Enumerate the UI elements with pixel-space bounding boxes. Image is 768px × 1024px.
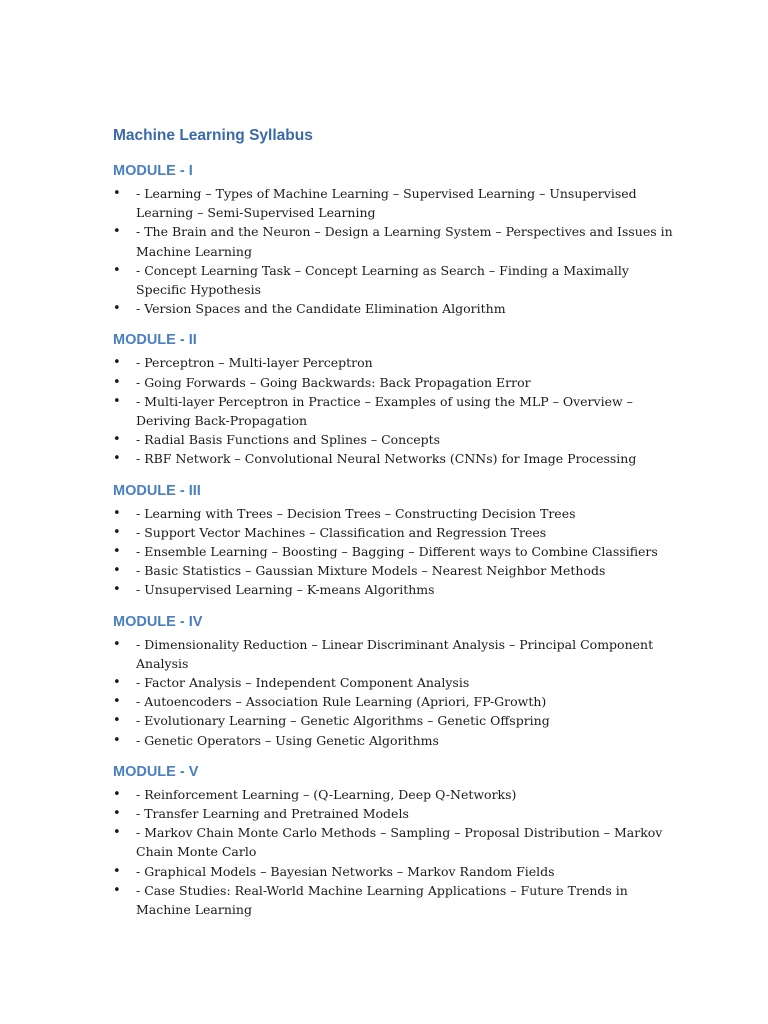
module-heading: MODULE - II — [113, 332, 197, 349]
topic-text: - Version Spaces and the Candidate Elimination Algorithm — [136, 301, 506, 317]
bullet-icon: • — [113, 393, 121, 409]
bullet-icon: • — [113, 863, 121, 879]
bullet-icon: • — [113, 636, 121, 652]
topic-text: - Learning with Trees – Decision Trees – Constructing Decision Trees — [136, 505, 576, 521]
bullet-icon: • — [113, 882, 121, 898]
topic-text: - Support Vector Machines – Classification and Regression Trees — [136, 524, 547, 540]
list-item — [113, 373, 676, 392]
module-section-1 — [113, 162, 673, 318]
bullet-icon: • — [113, 524, 121, 540]
topic-text: - Radial Basis Functions and Splines – Concepts — [136, 432, 441, 448]
topic-list — [113, 635, 668, 750]
bullet-icon: • — [113, 563, 121, 579]
topic-text: - Reinforcement Learning – (Q-Learning, Deep Q-Networks) — [136, 786, 517, 802]
bullet-icon: • — [113, 301, 121, 317]
bullet-icon: • — [113, 262, 121, 278]
bullet-icon: • — [113, 186, 121, 201]
list-item — [113, 392, 676, 430]
topic-text: - Concept Learning Task – Concept Learning as Search – Finding a Maximally Specific Hypothesis — [136, 262, 629, 298]
module-section-2 — [113, 331, 668, 468]
list-item — [113, 523, 676, 542]
topic-text: - Markov Chain Monte Carlo Methods – Sampling – Proposal Distribution – Markov Chain Monte Carlo — [136, 825, 663, 860]
list-item — [113, 635, 676, 673]
bullet-icon: • — [113, 432, 121, 448]
list-item — [113, 261, 676, 299]
topic-text: - Evolutionary Learning – Genetic Algorithms – Genetic Offspring — [136, 713, 550, 729]
bullet-icon: • — [113, 355, 121, 371]
topic-list — [113, 785, 668, 919]
topic-text: - Case Studies: Real-World Machine Learning Applications – Future Trends in Machine Learning — [136, 882, 628, 918]
list-item — [113, 881, 676, 919]
list-item — [113, 711, 676, 730]
module-heading: MODULE - V — [113, 763, 199, 780]
topic-text: - Basic Statistics – Gaussian Mixture Models – Nearest Neighbor Methods — [136, 563, 606, 579]
topic-list — [113, 504, 668, 600]
list-item — [113, 299, 676, 318]
bullet-icon: • — [113, 544, 121, 560]
bullet-icon: • — [113, 374, 121, 390]
bullet-icon: • — [113, 806, 121, 822]
topic-text: - Perceptron – Multi-layer Perceptron — [136, 355, 373, 371]
list-item — [113, 353, 676, 372]
topic-text: - Factor Analysis – Independent Component Analysis — [136, 675, 470, 691]
topic-text: - Learning – Types of Machine Learning – Supervised Learning – Unsupervised Learning – Semi-Supervised Learning — [136, 186, 637, 221]
module-section-3 — [113, 482, 668, 600]
list-item — [113, 430, 676, 449]
topic-text: - Multi-layer Perceptron in Practice – Examples of using the MLP – Overview – Deriving Back-Propagation — [136, 393, 633, 429]
bullet-icon: • — [113, 713, 121, 729]
list-item — [113, 184, 676, 222]
list-item — [113, 673, 676, 692]
topic-text: - The Brain and the Neuron – Design a Learning System – Perspectives and Issues in Machine Learning — [136, 224, 673, 259]
list-item — [113, 542, 676, 561]
bullet-icon: • — [113, 732, 121, 748]
list-item — [113, 580, 676, 599]
module-heading: MODULE - III — [113, 482, 201, 499]
list-item — [113, 731, 676, 750]
bullet-icon: • — [113, 694, 121, 710]
topic-text: - Genetic Operators – Using Genetic Algorithms — [136, 732, 439, 748]
bullet-icon: • — [113, 825, 121, 841]
module-heading: MODULE - I — [113, 163, 193, 179]
list-item — [113, 804, 676, 823]
bullet-icon: • — [113, 675, 121, 691]
list-item — [113, 692, 676, 711]
bullet-icon: • — [113, 505, 121, 521]
topic-text: - Ensemble Learning – Boosting – Bagging – Different ways to Combine Classifiers — [136, 544, 658, 560]
list-item — [113, 785, 676, 804]
list-item — [113, 504, 676, 523]
topic-text: - Dimensionality Reduction – Linear Discriminant Analysis – Principal Component Analysis — [136, 636, 654, 671]
list-item — [113, 823, 676, 861]
topic-text: - Going Forwards – Going Backwards: Back Propagation Error — [136, 374, 531, 390]
bullet-icon: • — [113, 786, 121, 802]
bullet-icon: • — [113, 582, 121, 598]
topic-list — [113, 184, 673, 318]
document-title: Machine Learning Syllabus — [113, 127, 313, 144]
module-section-4 — [113, 613, 668, 750]
bullet-icon: • — [113, 451, 121, 467]
list-item — [113, 862, 676, 881]
module-section-5 — [113, 763, 668, 919]
topic-text: - RBF Network – Convolutional Neural Networks (CNNs) for Image Processing — [136, 451, 637, 467]
topic-text: - Transfer Learning and Pretrained Models — [136, 806, 409, 822]
topic-text: - Graphical Models – Bayesian Networks – Markov Random Fields — [136, 863, 555, 879]
topic-list — [113, 353, 668, 468]
topic-text: - Unsupervised Learning – K-means Algorithms — [136, 582, 435, 598]
module-heading: MODULE - IV — [113, 613, 203, 630]
list-item — [113, 561, 676, 580]
topic-text: - Autoencoders – Association Rule Learning (Apriori, FP-Growth) — [136, 694, 547, 710]
list-item — [113, 449, 676, 468]
bullet-icon: • — [113, 224, 121, 240]
list-item — [113, 222, 676, 260]
